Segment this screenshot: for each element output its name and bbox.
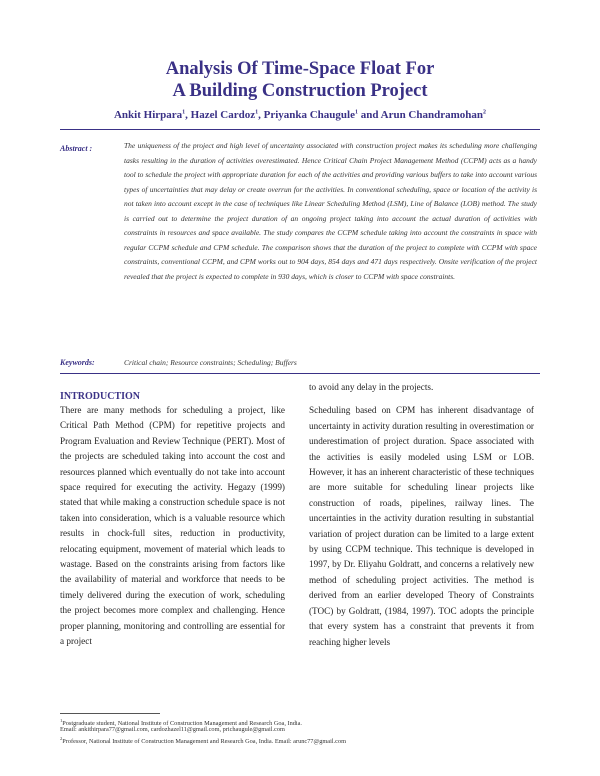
abstract-text: The uniqueness of the project and high level of uncertainty associated with construction project makes its scheduling more challenging tasks resulting in the duration of activities overestimated. Hence Critical Chain Project Management Method (CCPM) acts as a handy tool to schedule the project with appropriate duration for each of the activities and providing various buffers to take into account various types of uncertainties that may delay or create overrun for the activities. In conventional scheduling, space or location of the activity is not taken into account except in the case of techniques like Linear Scheduling Method (LSM), Line of Balance (LOB) method. The study is carried out to determine the project duration of an ongoing project taking into account the actual duration of activities with constraints in resources and space available. The study compares the CCPM schedule taking into account the constraints in space with regular CCPM schedule and CPM schedule. The comparison shows that the duration of the project to complete with CCPM with space constraints, conventional CCPM, and CPM works out to 904 days, 854 days and 471 days respectively. Onsite verification of the project revealed that the project is expected to complete in 930 days, which is closer to CCPM with space constraints. [124, 141, 537, 281]
footnote-affiliation-2 [60, 734, 540, 746]
body-column-left [60, 380, 285, 650]
paper-title-line-2: A Building Construction Project [172, 81, 428, 101]
body-column-right [309, 380, 534, 650]
author-affiliation: 1 [354, 109, 358, 116]
author-name: Hazel Cardoz [190, 109, 256, 121]
author-name: Priyanka Chaugule [263, 109, 355, 121]
body-paragraph: to avoid any delay in the projects. [309, 382, 434, 392]
abstract-label: Abstract : [60, 144, 93, 153]
author-separator: and [357, 109, 381, 121]
footnote-text: Professor, National Institute of Construction Management and Research Goa, India. Email: arunc77@gmail.com [62, 738, 347, 746]
body-paragraph: There are many methods for scheduling a project, like Critical Path Method (CPM) for repetitive projects and Program Evaluation and Review Technique (PERT). Most of the projects are scheduled taking into account the cost and resources planned which eventually do not take into account space required for executing the activity. Hegazy (1999) stated that while making a construction schedule space is not taken into consideration, which is a valuable resource which results in chock-full sites, reduction in productivity, relocating equipment, movement of material which leads to wastage. Based on the constraints arising from factors like the availability of material and workforce that needs to be timely delivered during the execution of work, scheduling the project becomes more complex and challenging. Hence proper planning, monitoring and controlling are essential for a project [60, 405, 285, 647]
author-name: Ankit Hirpara [113, 109, 183, 121]
keywords-text: Critical chain; Resource constraints; Scheduling; Buffers [124, 358, 297, 367]
footnote-divider [60, 713, 160, 714]
body-paragraph: Scheduling based on CPM has inherent disadvantage of uncertainty in activity duration resulting in overestimation or underestimation of project duration. Space associated with the activities is easily modeled using LSM or LOB. However, it has an inherent characteristic of these techniques are more suitable for scheduling linear projects like construction of roads, pipelines, railway lines. The uncertainties in the activity duration resulting in substantial variation of project duration can be limited to a large extent by using CCPM technique. This technique is developed in 1997, by Dr. Eliyahu Goldratt, and concerns a relatively new method of scheduling project activities. The method is derived from an earlier developed Theory of Constraints (TOC) by Goldratt, (1984, 1997). TOC adopts the principle that every system has a constraint that prevents it from reaching higher levels [309, 405, 534, 647]
author-affiliation: 1 [255, 109, 259, 116]
paper-title-line-1: Analysis Of Time-Space Float For [165, 59, 435, 79]
author-separator: , [185, 109, 191, 121]
footnote-marker: 2 [60, 736, 63, 741]
keywords-label: Keywords: [60, 358, 95, 367]
author-name: Arun Chandramohan [380, 109, 484, 121]
section-heading-introduction: INTRODUCTION [60, 391, 141, 402]
author-affiliation: 1 [182, 109, 186, 116]
footnote-text: Postgraduate student, National Institute of Construction Management and Research Goa, India. [62, 720, 302, 728]
top-divider [60, 129, 540, 130]
author-affiliation: 2 [483, 109, 487, 116]
footnote-emails: Email: ankithirpara77@gmail.com, cardozhazel11@gmail.com, prichaugule@gmail.com [60, 726, 285, 733]
keywords-divider [60, 373, 540, 374]
footnote-marker: 1 [60, 718, 63, 723]
author-list [0, 109, 600, 121]
author-separator: , [258, 109, 264, 121]
